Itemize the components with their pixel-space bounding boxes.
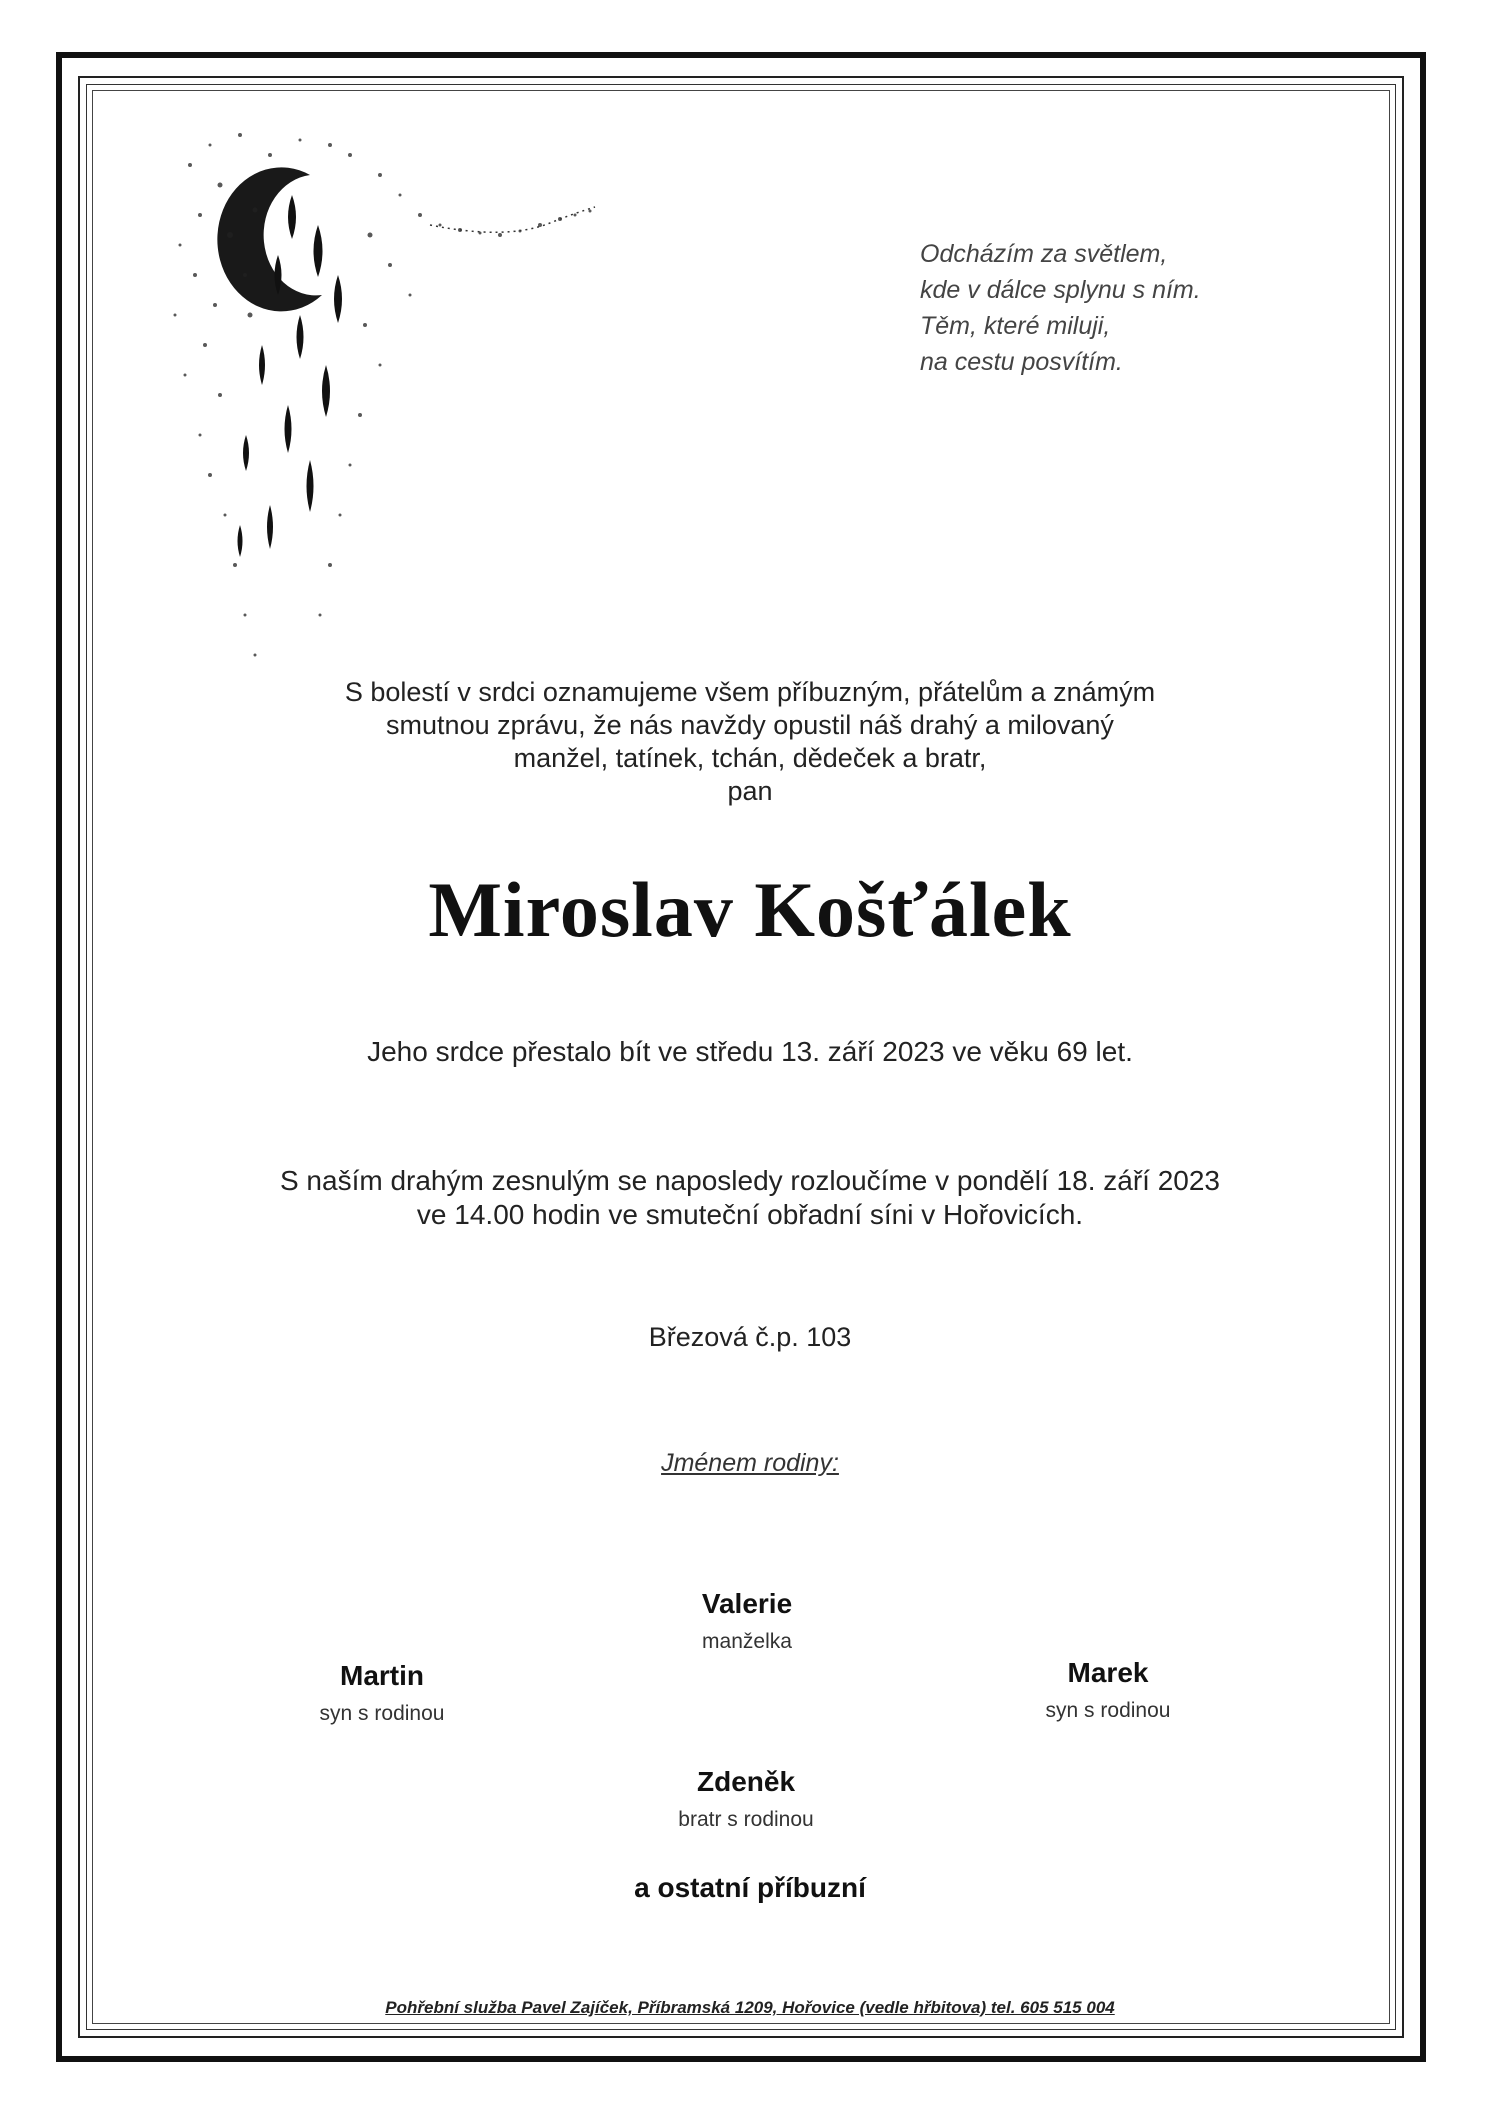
poem-line: na cestu posvítím. bbox=[920, 348, 1123, 376]
other-relatives: a ostatní příbuzní bbox=[634, 1872, 866, 1903]
family-label bbox=[0, 1449, 1500, 1478]
address: Březová č.p. 103 bbox=[648, 1322, 852, 1352]
mourner-martin bbox=[232, 1660, 532, 1726]
deceased-name: Miroslav Košťálek bbox=[428, 866, 1072, 953]
mourner-valerie bbox=[597, 1588, 897, 1654]
announcement-line: S bolestí v srdci oznamujeme všem příbuzným, přátelům a známým bbox=[344, 677, 1156, 707]
announcement-text bbox=[0, 676, 1500, 808]
mourner-name: Valerie bbox=[701, 1588, 793, 1619]
mourner-name: Marek bbox=[1067, 1657, 1149, 1688]
announcement-line: smutnou zprávu, že nás navždy opustil náš drahý a milovaný bbox=[386, 710, 1114, 740]
farewell-line: S naším drahým zesnulým se naposledy rozloučíme v pondělí 18. září 2023 bbox=[279, 1165, 1221, 1196]
mourner-role: syn s rodinou bbox=[319, 1702, 445, 1725]
death-notice: Jeho srdce přestalo bít ve středu 13. září 2023 ve věku 69 let. bbox=[367, 1036, 1133, 1067]
mourner-role: manželka bbox=[702, 1630, 792, 1653]
mourner-role: syn s rodinou bbox=[1045, 1699, 1171, 1722]
mourner-role: bratr s rodinou bbox=[678, 1808, 814, 1831]
mourner-name: Martin bbox=[340, 1660, 424, 1691]
mourner-name: Zdeněk bbox=[696, 1766, 796, 1797]
poem-line: kde v dálce splynu s ním. bbox=[920, 276, 1201, 304]
announcement-line: pan bbox=[727, 776, 773, 806]
family-label-text: Jménem rodiny: bbox=[661, 1449, 839, 1477]
announcement-line: manžel, tatínek, tchán, dědeček a bratr, bbox=[513, 743, 987, 773]
farewell-info bbox=[0, 1164, 1500, 1232]
poem-line: Těm, které miluji, bbox=[920, 312, 1111, 340]
candle-flame-ornament bbox=[150, 115, 630, 675]
poem bbox=[920, 236, 1201, 380]
footer-text: Pohřební služba Pavel Zajíček, Příbramská 1209, Hořovice (vedle hřbitova) tel. 605 515 004 bbox=[385, 1998, 1115, 2017]
mourner-marek bbox=[958, 1657, 1258, 1723]
funeral-service-footer bbox=[0, 1998, 1500, 2018]
mourner-zdenek bbox=[596, 1766, 896, 1832]
poem-line: Odcházím za světlem, bbox=[920, 240, 1168, 268]
farewell-line: ve 14.00 hodin ve smuteční obřadní síni v Hořovicích. bbox=[416, 1199, 1084, 1230]
